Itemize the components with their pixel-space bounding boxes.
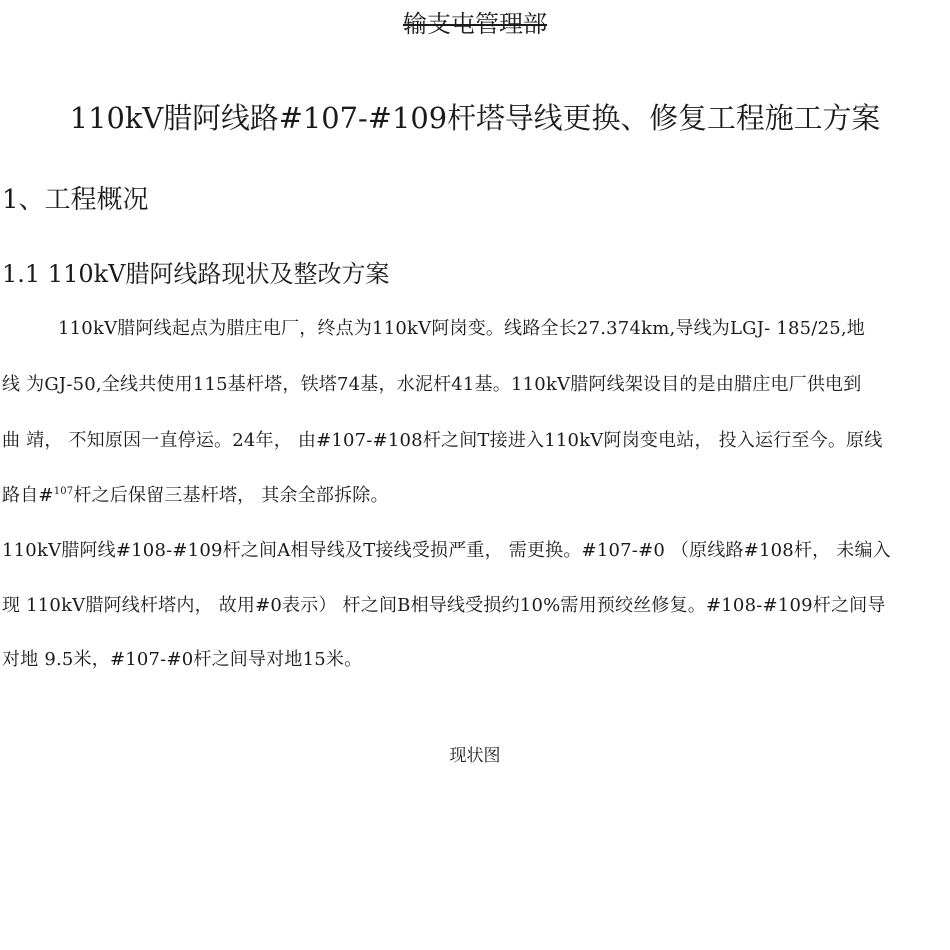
- paragraph-line-1: 110kV腊阿线起点为腊庄电厂，终点为110kV阿岗变。线路全长27.374km,导线为LGJ- 185/25,地: [58, 318, 866, 339]
- paragraph-line-7: 对地 9.5米，#107-#0杆之间导对地15米。: [2, 649, 363, 670]
- paragraph-line-4: [2, 481, 389, 507]
- paragraph-line-2: 线 为GJ-50,全线共使用115基杆塔，铁塔74基，水泥杆41基。110kV腊阿线架设目的是由腊庄电厂供电到: [2, 374, 862, 395]
- paragraph-line-4-end: 杆之后保留三基杆塔， 其余全部拆除。: [73, 485, 389, 506]
- pole-number-superscript: 107: [53, 486, 74, 497]
- subsection-heading-status: 1.1 110kV腊阿线路现状及整改方案: [2, 260, 390, 288]
- paragraph-line-3: 曲 靖， 不知原因一直停运。24年， 由#107-#108杆之间T接进入110kV阿岗变电站， 投入运行至今。原线: [2, 430, 883, 451]
- figure-caption: 现状图: [449, 746, 501, 766]
- paragraph-line-6: 现 110kV腊阿线杆塔内， 故用#0表示） 杆之间B相导线受损约10%需用预绞丝修复。#108-#109杆之间导: [2, 595, 886, 616]
- department-header: 输支屯管理部: [403, 10, 547, 38]
- paragraph-line-5: 110kV腊阿线#108-#109杆之间A相导线及T接线受损严重， 需更换。#107-#0 （原线路#108杆， 未编入: [2, 540, 891, 561]
- document-title: 110kV腊阿线路#107-#109杆塔导线更换、修复工程施工方案: [69, 101, 881, 135]
- paragraph-line-4-start: 路自#: [2, 485, 54, 506]
- section-heading-overview: 1、工程概况: [2, 185, 149, 215]
